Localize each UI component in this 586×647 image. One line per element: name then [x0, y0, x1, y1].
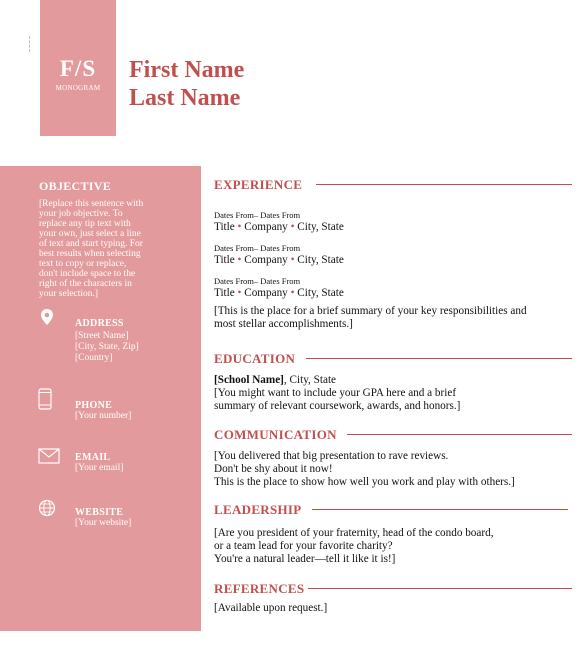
website-heading[interactable]: WEBSITE: [75, 507, 124, 518]
job-title: Title: [214, 221, 235, 233]
objective-line: best results when selecting: [39, 249, 141, 259]
objective-line: right of the characters in: [39, 279, 132, 289]
address-heading[interactable]: ADDRESS: [75, 318, 124, 329]
section-rule: [312, 509, 568, 510]
address-text[interactable]: [75, 331, 139, 364]
phone-heading[interactable]: PHONE: [75, 400, 113, 411]
company-name: Company: [244, 254, 288, 266]
leadership-heading[interactable]: LEADERSHIP: [214, 502, 302, 517]
section-rule: [308, 588, 572, 589]
communication-line: Don't be shy about it now!: [214, 463, 333, 475]
objective-line: your job objective. To: [39, 209, 123, 219]
email-value[interactable]: [Your email]: [75, 463, 124, 473]
separator-dot: •: [290, 287, 295, 299]
monogram-block: [40, 0, 116, 136]
monogram-initials: F/S: [59, 56, 97, 81]
experience-heading[interactable]: EXPERIENCE: [214, 177, 303, 192]
sidebar: [0, 166, 201, 631]
company-name: Company: [244, 221, 288, 233]
communication-line: This is the place to show how well you work and play with others.]: [214, 476, 515, 488]
school-location: , City, State: [283, 374, 337, 386]
experience-dates[interactable]: Dates From– Dates From: [214, 243, 301, 253]
school-name: [School Name]: [214, 374, 284, 386]
email-heading[interactable]: EMAIL: [75, 452, 111, 463]
education-school[interactable]: [214, 374, 336, 387]
section-rule: [306, 358, 572, 359]
summary-line: [This is the place for a brief summary of your key responsibilities and: [214, 305, 527, 317]
leadership-text[interactable]: [214, 527, 494, 566]
objective-line: [Replace this sentence with: [39, 199, 144, 209]
separator-dot: •: [237, 254, 242, 266]
job-title: Title: [214, 254, 235, 266]
education-line: summary of relevant coursework, awards, and honors.]: [214, 400, 461, 412]
objective-line: don't include space to the: [39, 269, 136, 279]
education-heading[interactable]: EDUCATION: [214, 351, 296, 366]
references-heading[interactable]: REFERENCES: [214, 581, 305, 596]
location-pin-icon: [38, 308, 56, 326]
communication-heading[interactable]: COMMUNICATION: [214, 427, 337, 442]
objective-line: your own, just select a line: [39, 229, 141, 239]
monogram-label: MONOGRAM: [55, 84, 101, 92]
phone-icon: [37, 388, 53, 410]
globe-icon: [38, 499, 56, 517]
first-name[interactable]: First Name: [129, 57, 245, 83]
leadership-line: or a team lead for your favorite charity?: [214, 540, 393, 552]
experience-summary[interactable]: [214, 305, 527, 331]
company-name: Company: [244, 287, 288, 299]
communication-text[interactable]: [214, 450, 515, 489]
website-value[interactable]: [Your website]: [75, 518, 132, 528]
objective-line: text to copy or replace,: [39, 259, 127, 269]
last-name[interactable]: Last Name: [129, 85, 241, 111]
objective-line: of text and start typing. For: [39, 239, 143, 249]
separator-dot: •: [237, 221, 242, 233]
envelope-icon: [38, 448, 60, 464]
separator-dot: •: [290, 221, 295, 233]
section-rule: [347, 434, 572, 435]
section-rule: [316, 184, 572, 185]
objective-text[interactable]: [39, 199, 143, 299]
job-location: City, State: [297, 254, 344, 266]
job-location: City, State: [297, 221, 344, 233]
experience-dates[interactable]: Dates From– Dates From: [214, 276, 301, 286]
experience-entry[interactable]: [214, 254, 344, 267]
communication-line: [You delivered that big presentation to rave reviews.: [214, 450, 449, 462]
experience-entry[interactable]: [214, 221, 344, 234]
job-title: Title: [214, 287, 235, 299]
experience-dates[interactable]: Dates From– Dates From: [214, 210, 301, 220]
address-line: [City, State, Zip]: [75, 342, 139, 352]
page-margin-mark: [29, 36, 32, 52]
separator-dot: •: [290, 254, 295, 266]
summary-line: most stellar accomplishments.]: [214, 318, 353, 330]
address-line: [Country]: [75, 353, 113, 363]
address-line: [Street Name]: [75, 331, 129, 341]
education-details[interactable]: [214, 387, 460, 413]
objective-line: your selection.]: [39, 289, 99, 299]
objective-line: replace any tip text with: [39, 219, 131, 229]
experience-entry[interactable]: [214, 287, 344, 300]
job-location: City, State: [297, 287, 344, 299]
references-text[interactable]: [Available upon request.]: [214, 602, 328, 614]
separator-dot: •: [237, 287, 242, 299]
education-line: [You might want to include your GPA here and a brief: [214, 387, 457, 399]
leadership-line: [Are you president of your fraternity, head of the condo board,: [214, 527, 494, 539]
objective-heading[interactable]: OBJECTIVE: [39, 179, 112, 193]
leadership-line: You're a natural leader—tell it like it is!]: [214, 553, 396, 565]
phone-value[interactable]: [Your number]: [75, 411, 132, 421]
